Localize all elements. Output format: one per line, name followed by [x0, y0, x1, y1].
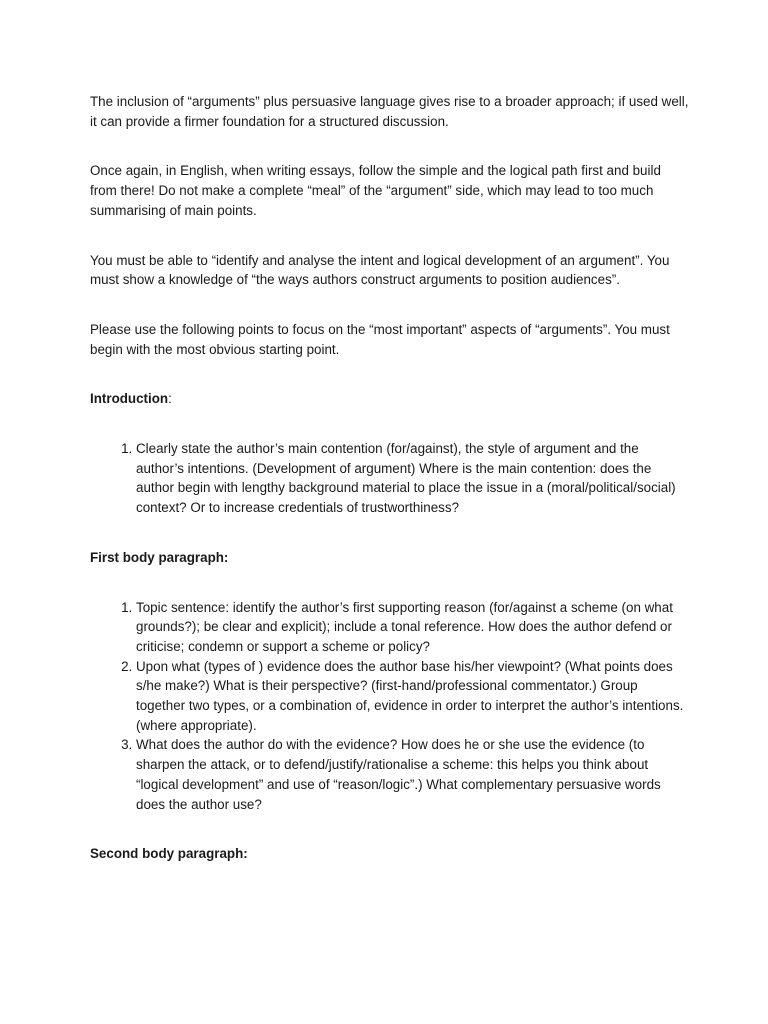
list-item: 1. Clearly state the author’s main contention (for/against), the style of argument and the author’s intentions. (Development of argument) Where is the main contention: does the author begin with lengthy background material to place the issue in a (moral/political/social) context? Or to increase credentials of trustworthiness?	[136, 439, 690, 518]
intro-paragraph-3: You must be able to “identify and analyse the intent and logical development of an argument”. You must show a knowledge of “the ways authors construct arguments to position audiences”.	[90, 252, 670, 288]
second-body-heading: Second body paragraph:	[90, 846, 248, 862]
introduction-heading-colon: :	[168, 391, 172, 407]
list-item: 3. What does the author do with the evidence? How does he or she use the evidence (to sharpen the attack, or to defend/justify/rationalise a scheme: this helps you think about “logical development” and use of “reason/logic”.) What complementary persuasive words does the author use?	[136, 735, 690, 814]
introduction-heading-text: Introduction	[90, 391, 169, 407]
intro-paragraph-1: The inclusion of “arguments” plus persuasive language gives rise to a broader approach; if used well, it can provide a firmer foundation for a structured discussion.	[90, 94, 689, 129]
introduction-heading	[90, 389, 690, 409]
intro-paragraph-2: Once again, in English, when writing essays, follow the simple and the logical path first and build from there! Do not make a complete “meal” of the “argument” side, which may lead to too much summarising of main points.	[90, 163, 661, 218]
first-body-list	[90, 598, 690, 815]
first-body-heading: First body paragraph:	[90, 549, 229, 565]
document-page	[90, 92, 690, 894]
list-item: 1. Topic sentence: identify the author’s first supporting reason (for/against a scheme (on what grounds?); be clear and explicit); include a tonal reference. How does the author defend or criticise; condemn or support a scheme or policy?	[136, 598, 690, 657]
list-item: 2. Upon what (types of ) evidence does the author base his/her viewpoint? (What points does s/he make?) What is their perspective? (first-hand/professional commentator.) Group together two types, or a combination of, evidence in order to interpret the author’s intentions. (where appropriate).	[136, 657, 690, 736]
introduction-list	[90, 439, 690, 518]
intro-paragraph-4: Please use the following points to focus on the “most important” aspects of “arguments”. You must begin with the most obvious starting point.	[90, 321, 670, 357]
